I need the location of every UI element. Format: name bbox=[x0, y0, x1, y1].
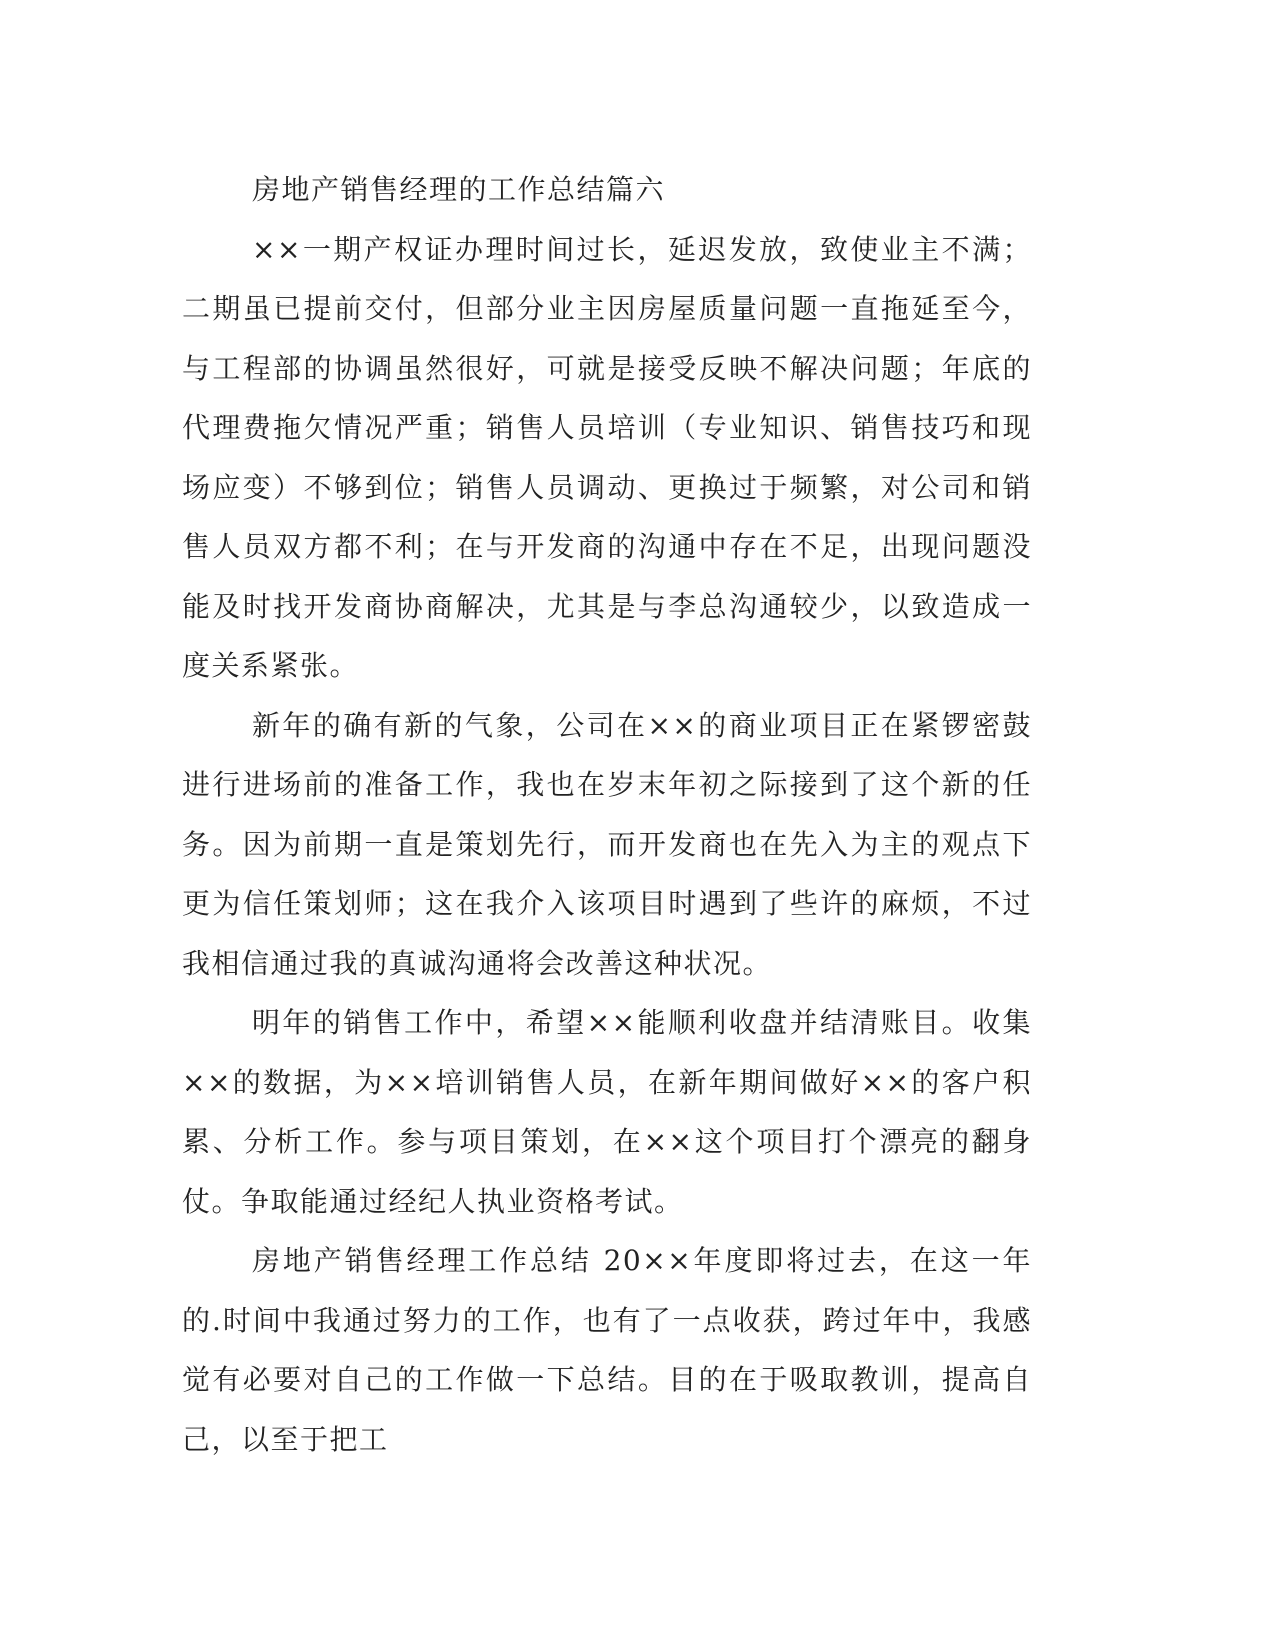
paragraph-2: 新年的确有新的气象，公司在××的商业项目正在紧锣密鼓进行进场前的准备工作，我也在岁末年初之际接到了这个新的任务。因为前期一直是策划先行，而开发商也在先入为主的观点下更为信任策划师；这在我介入该项目时遇到了些许的麻烦，不过我相信通过我的真诚沟通将会改善这种状况。 bbox=[182, 708, 1032, 980]
paragraph-1: ××一期产权证办理时间过长，延迟发放，致使业主不满；二期虽已提前交付，但部分业主因房屋质量问题一直拖延至今，与工程部的协调虽然很好，可就是接受反映不解决问题；年底的代理费拖欠情况严重；销售人员培训（专业知识、销售技巧和现场应变）不够到位；销售人员调动、更换过于频繁，对公司和销售人员双方都不利；在与开发商的沟通中存在不足，出现问题没能及时找开发商协商解决，尤其是与李总沟通较少，以致造成一度关系紧张。 bbox=[182, 232, 1032, 682]
document-title: 房地产销售经理的工作总结篇六 bbox=[252, 173, 666, 206]
document-body bbox=[182, 160, 1032, 1469]
paragraph-4: 房地产销售经理工作总结 20××年度即将过去，在这一年的.时间中我通过努力的工作，也有了一点收获，跨过年中，我感觉有必要对自己的工作做一下总结。目的在于吸取教训，提高自己，以至于把工 bbox=[182, 1244, 1032, 1456]
paragraph-3: 明年的销售工作中，希望××能顺利收盘并结清账目。收集××的数据，为××培训销售人员，在新年期间做好××的客户积累、分析工作。参与项目策划，在××这个项目打个漂亮的翻身仗。争取能通过经纪人执业资格考试。 bbox=[182, 1006, 1032, 1218]
